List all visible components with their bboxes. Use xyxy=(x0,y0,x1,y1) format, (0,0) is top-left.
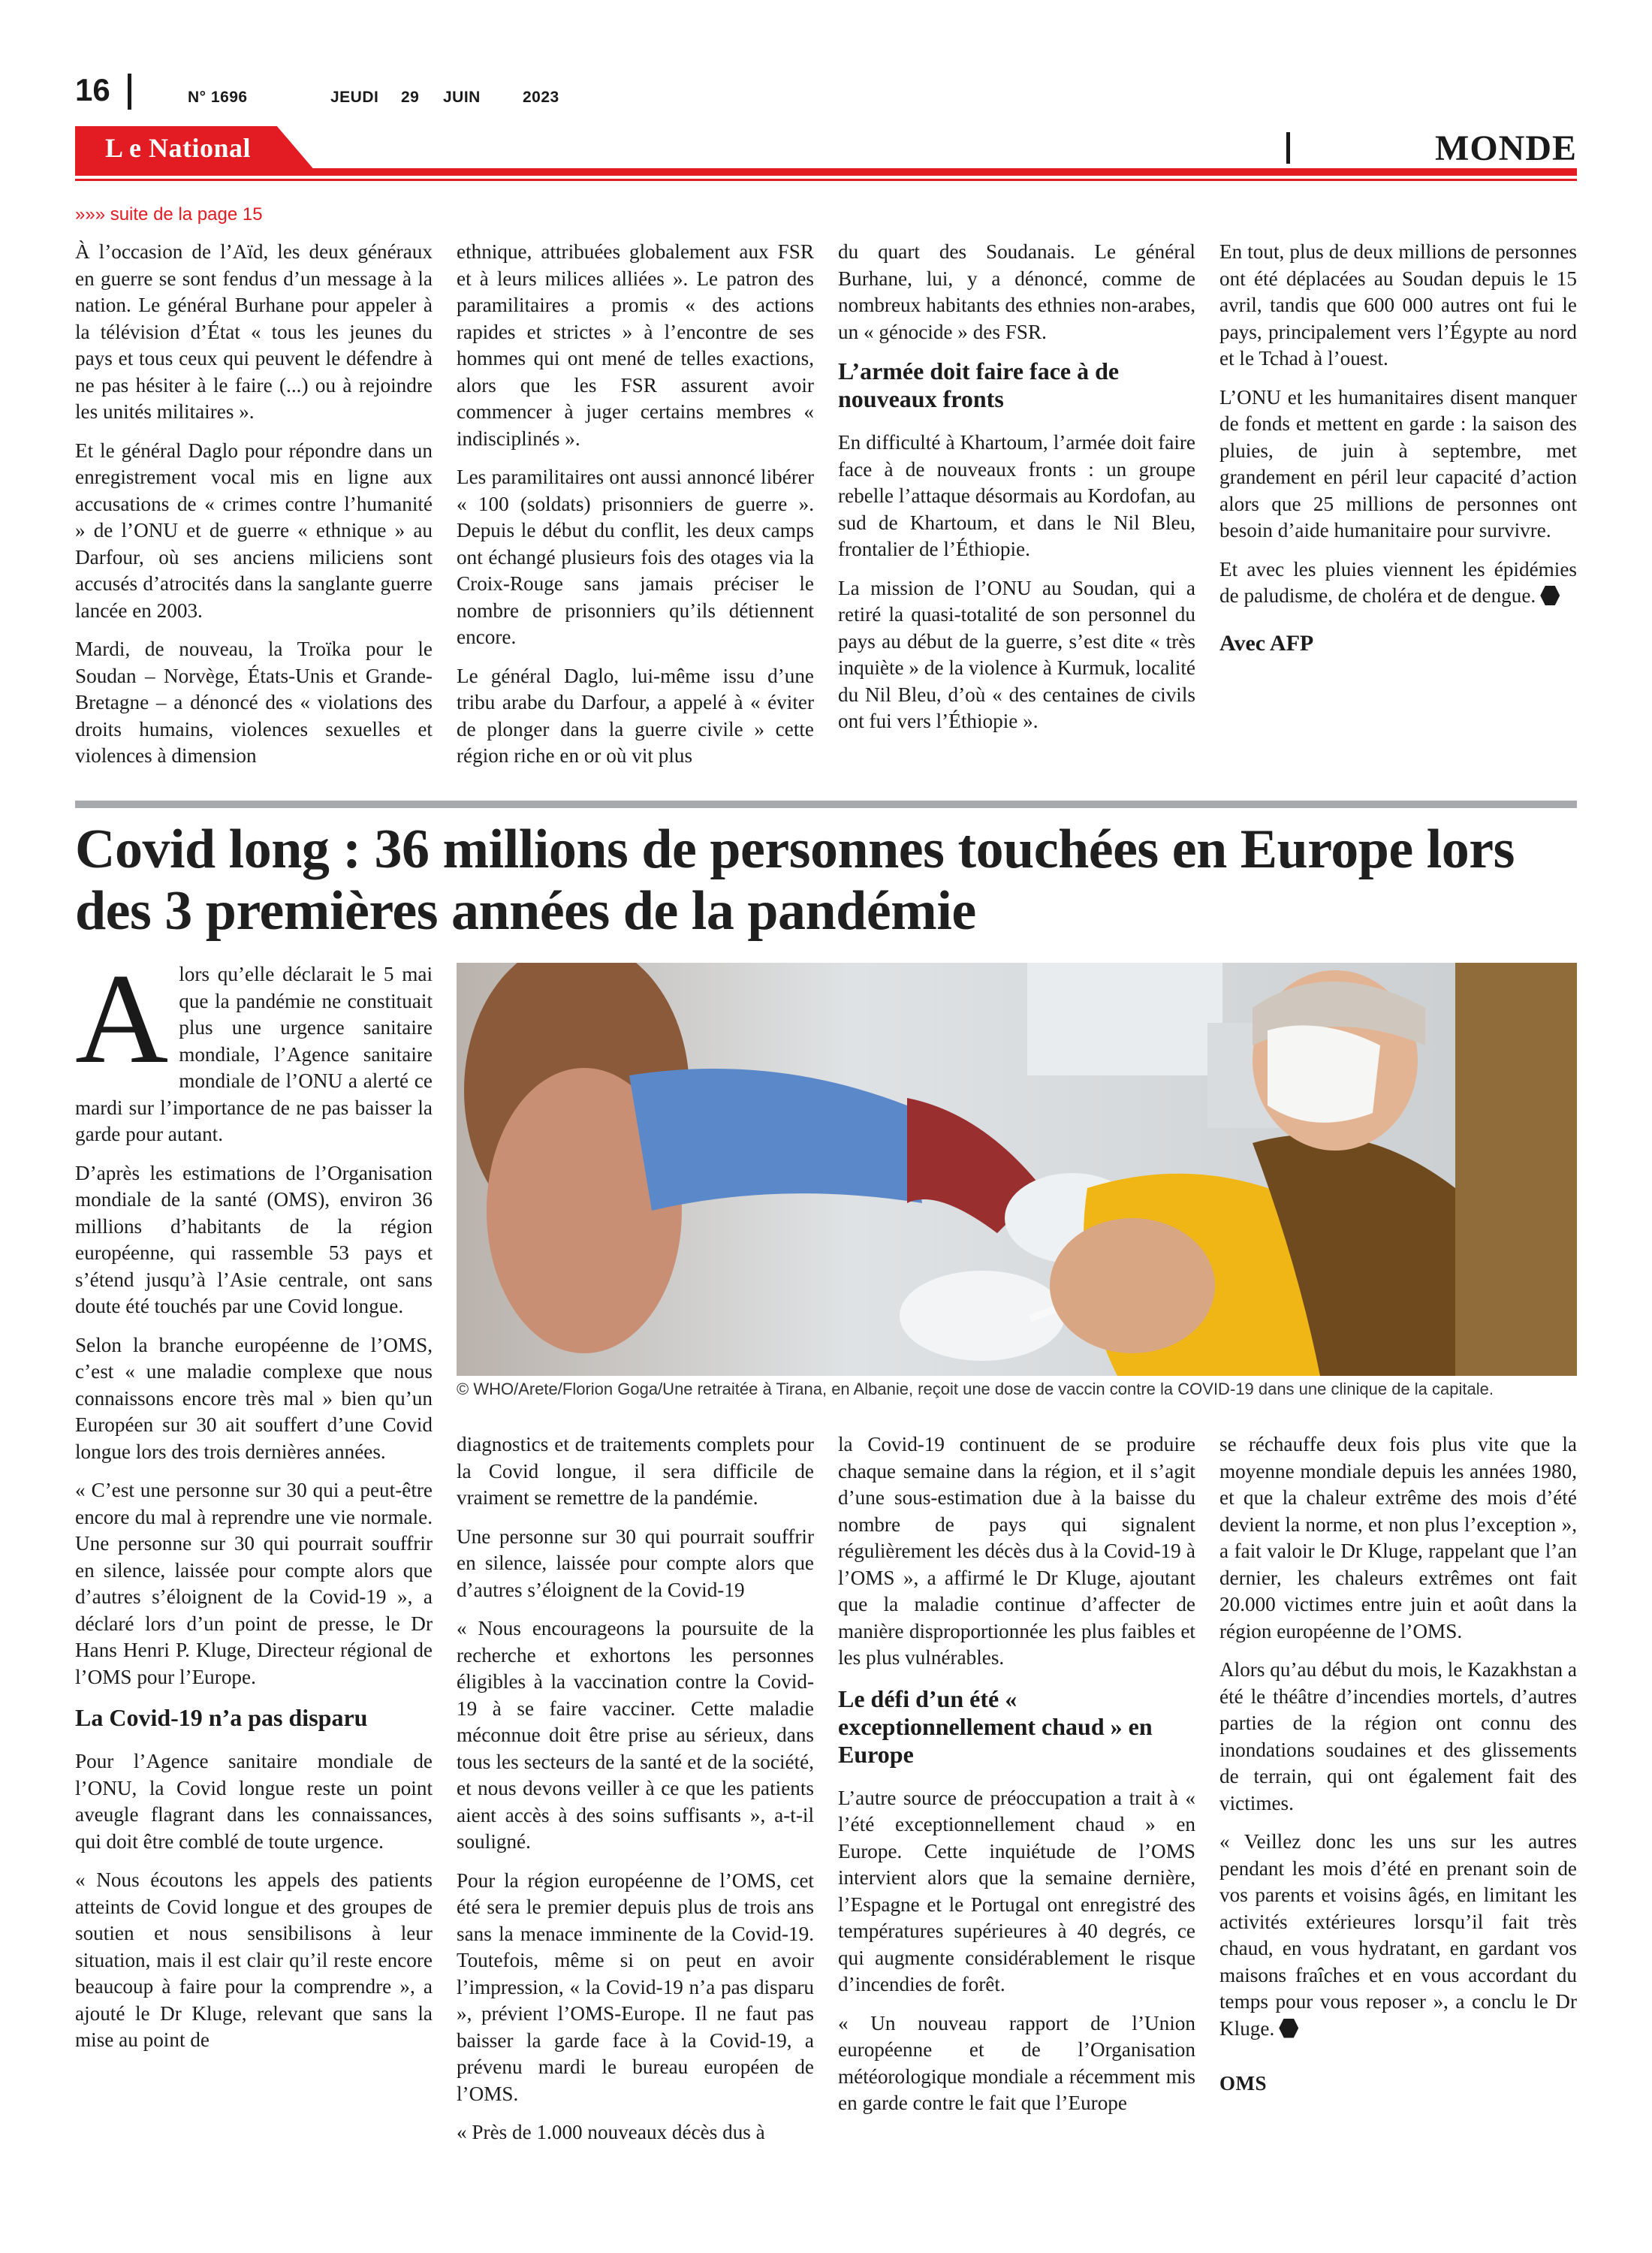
paragraph: Les paramilitaires ont aussi annoncé libérer « 100 (soldats) prisonniers de guerre ». Depuis le début du conflit, les deux camps ont échangé plusieurs fois des otages via la Croix-Rouge sans jamais préciser le nombre de prisonniers qu’ils détiennent encore. xyxy=(457,466,814,648)
date-day: JEUDI xyxy=(330,89,379,106)
paragraph: diagnostics et de traitements complets pour la Covid longue, il sera difficile de vraiment se remettre de la pandémie. xyxy=(457,1433,814,1509)
paragraph: « Nous encourageons la poursuite de la recherche et exhortons les personnes éligibles à la vaccination contre la Covid-19 à se faire vacciner. Cette maladie méconnue doit être prise au sérieux, dans tous les secteurs de la santé et de la société, et nous devons veiller à ce que les patients aient accès à des soins suffisants », a-t-il souligné. xyxy=(457,1617,814,1853)
covid-article-column-4 xyxy=(1219,1431,1577,2095)
paragraph: La mission de l’ONU au Soudan, qui a retiré la quasi-totalité de son personnel du pays au début de la guerre, s’est dite « très inquiète » de la violence à Kurmuk, localité du Nil Bleu, d’où « des centaines de civils ont fui vers l’Éthiopie ». xyxy=(838,576,1195,732)
drop-cap: A xyxy=(75,948,169,1090)
header-rule-thin xyxy=(75,179,1577,181)
paragraph: Pour la région européenne de l’OMS, cet été sera le premier depuis plus de trois ans sans la menace imminente de la Covid-19. Toutefois, même si on peut en avoir l’impression, « la Covid-19 n’a pas disparu », prévient l’OMS-Europe. Il ne faut pas baisser la garde face à la Covid-19, a prévenu mardi le bureau européen de l’OMS. xyxy=(457,1868,814,2105)
brand-logo-text: L e National xyxy=(105,133,252,163)
paragraph: Et le général Daglo pour répondre dans un enregistrement vocal mis en ligne aux accusations de « crimes contre l’humanité » de l’ONU et de guerre « ethnique » au Darfour, où ses anciens miliciens sont accusés d’atrocités dans la sanglante guerre lancée en 2003. xyxy=(75,439,433,622)
paragraph: L’autre source de préoccupation a trait à « l’été exceptionnellement chaud » en Europe. Cette inquiétude de l’OMS intervient alors que la semaine dernière, l’Espagne et le Portugal ont enregistré des températures supérieures à 40 degrés, ce qui augmente considérablement le risque d’incendies de forêt. xyxy=(838,1786,1195,1995)
paragraph: « Un nouveau rapport de l’Union européenne et de l’Organisation météorologique mondiale a récemment mis en garde contre le fait que l’Europe xyxy=(838,2011,1195,2114)
covid-article-column-2 xyxy=(457,1431,814,2158)
top-article-column-4 xyxy=(1219,239,1577,656)
top-article-column-1 xyxy=(75,239,433,782)
article-separator xyxy=(75,801,1577,808)
date-month: JUIN xyxy=(443,89,481,106)
paragraph: ethnique, attribuées globalement aux FSR et à leurs milices alliées ». Le patron des paramilitaires a promis « des actions rapides et strictes » à l’encontre de ses hommes qui ont mené de telles exactions, alors que les FSR assurent avoir commencer à juger certains membres « indisciplinés ». xyxy=(457,240,814,450)
lead-paragraph xyxy=(75,948,433,1148)
paragraph: Pour l’Agence sanitaire mondiale de l’ONU, la Covid longue reste un point aveugle flagrant dans les connaissances, qui doit être comblé de toute urgence. xyxy=(75,1750,433,1853)
top-article-column-3 xyxy=(838,239,1195,747)
paragraph: « C’est une personne sur 30 qui a peut-être encore du mal à reprendre une vie normale. Une personne sur 30 qui pourrait souffrir en silence, laissée pour compte alors que d’autres s’éloignent de la Covid-19 », a déclaré lors d’un point de presse, le Dr Hans Henri P. Kluge, Directeur régional de l’OMS pour l’Europe. xyxy=(75,1479,433,1688)
page-number: 16 xyxy=(75,72,110,107)
paragraph: En tout, plus de deux millions de personnes ont été déplacées au Soudan depuis le 15 avril, tandis que 600 000 autres ont fui le pays, principalement vers l’Égypte au nord et le Tchad à l’ouest. xyxy=(1219,240,1577,369)
date-year: 2023 xyxy=(523,89,559,106)
article-signature: Avec AFP xyxy=(1219,630,1314,656)
paragraph-text: « Veillez donc les uns sur les autres pendant les mois d’été en prenant soin de vos parents et voisins âgés, en limitant les activités extérieures lorsqu’il fait très chaud, en vous hydratant, en gardant vos maisons fraîches et en vous accordant du temps pour vous reposer », a conclu le Dr Kluge. xyxy=(1219,1830,1577,2040)
paragraph: du quart des Soudanais. Le général Burhane, lui, y a dénoncé, comme de nombreux habitants des ethnies non-arabes, un « génocide » des FSR. xyxy=(838,240,1195,343)
vaccination-illustration xyxy=(457,963,1577,1376)
end-of-article-icon xyxy=(1279,2019,1298,2038)
end-of-article-icon xyxy=(1540,586,1560,605)
paragraph xyxy=(1219,556,1577,610)
paragraph: « Nous écoutons les appels des patients atteints de Covid longue et des groupes de soutien et nous sensibilisons à leur situation, mais il est clair qu’il reste encore beaucoup à faire pour la comprendre », a ajouté le Dr Kluge, relevant que sans la mise au point de xyxy=(75,1868,433,2051)
lead-text: lors qu’elle déclarait le 5 mai que la pandémie ne constituait plus une urgence sanitaire mondiale, l’Agence sanitaire mondiale de l’ONU a alerté ce mardi sur l’importance de ne pas baisser la garde pour autant. xyxy=(75,963,433,1145)
covid-article-column-3 xyxy=(838,1431,1195,2129)
paragraph: Une personne sur 30 qui pourrait souffrir en silence, laissée pour compte alors que d’autres s’éloignent de la Covid-19 xyxy=(457,1525,814,1601)
section-divider xyxy=(1286,132,1290,164)
page-number-divider xyxy=(128,74,131,110)
paragraph xyxy=(1219,1829,1577,2042)
headline: Covid long : 36 millions de personnes touchées en Europe lors des 3 premières années de la pandémie xyxy=(75,819,1515,942)
vaccination-photo xyxy=(457,963,1577,1376)
covid-article-column-1 xyxy=(75,948,433,2066)
paragraph: Mardi, de nouveau, la Troïka pour le Soudan – Norvège, États-Unis et Grande-Bretagne – a dénoncé des « violations des droits humains, violences sexuelles et violences à dimension xyxy=(75,638,433,767)
paragraph: « Près de 1.000 nouveaux décès dus à xyxy=(457,2121,765,2143)
top-article-column-2 xyxy=(457,239,814,782)
paragraph: la Covid-19 continuent de se produire chaque semaine dans la région, et il s’agit d’une sous-estimation due à la baisse du nombre de pays qui signalent régulièrement les décès dus à la Covid-19 à l’OMS », a affirmé le Dr Kluge, ajoutant que la maladie continue d’affecter de manière disproportionnée les plus faibles et les plus vulnérables. xyxy=(838,1433,1195,1669)
subheading: La Covid-19 n’a pas disparu xyxy=(75,1704,368,1731)
continued-from-link[interactable]: »»» suite de la page 15 xyxy=(75,204,263,225)
subheading: Le défi d’un été « exceptionnellement chaud » en Europe xyxy=(838,1684,1153,1768)
paragraph: Alors qu’au début du mois, le Kazakhstan a été le théâtre d’incendies mortels, d’autres parties de la région ont connu des inondations soudaines et des glissements de terrain, qui ont également fait des victimes. xyxy=(1219,1658,1577,1814)
date-num: 29 xyxy=(401,89,420,106)
section-title: MONDE xyxy=(1435,128,1577,168)
paragraph: En difficulté à Khartoum, l’armée doit faire face à de nouveaux fronts : un groupe rebelle l’attaque désormais au Kordofan, au sud de Khartoum, et dans le Nil Bleu, frontalier de l’Éthiopie. xyxy=(838,431,1195,560)
header-rule xyxy=(75,168,1577,176)
subheading: L’armée doit faire face à de nouveaux fronts xyxy=(838,357,1120,412)
paragraph: se réchauffe deux fois plus vite que la moyenne mondiale depuis les années 1980, et que la chaleur extrême des mois d’été devient la norme, et non plus l’exception », a fait valoir le Dr Kluge, rappelant que l’an dernier, les chaleurs extrêmes ont fait 20.000 victimes entre juin et août dans la région européenne de l’OMS. xyxy=(1219,1433,1577,1642)
article-signature: OMS xyxy=(1219,2072,1268,2095)
paragraph: L’ONU et les humanitaires disent manquer de fonds et mettent en garde : la saison des pluies, de juin à septembre, met grandement en péril leur capacité d’action alors que 25 millions de personnes ont besoin d’aide humanitaire pour survivre. xyxy=(1219,385,1577,541)
photo-caption: © WHO/Arete/Florion Goga/Une retraitée à Tirana, en Albanie, reçoit une dose de vaccin contre la COVID-19 dans une clinique de la capitale. xyxy=(457,1380,1494,1398)
paragraph: À l’occasion de l’Aïd, les deux généraux en guerre se sont fendus d’un message à la nation. Le général Burhane pour appeler à la télévision d’État « tous les jeunes du pays et tous ceux qui peuvent le défendre à ne pas hésiter à le faire (...) ou à rejoindre les unités militaires ». xyxy=(75,240,433,423)
issue-number: N° 1696 xyxy=(188,89,248,106)
paragraph: Le général Daglo, lui-même issu d’une tribu arabe du Darfour, a appelé à « éviter de plonger dans la guerre civile » cette région riche en or où vit plus xyxy=(457,664,814,767)
paragraph: Selon la branche européenne de l’OMS, c’est « une maladie complexe que nous connaissons encore très mal » bien qu’un Européen sur 30 ait souffert d’une Covid longue lors des trois dernières années. xyxy=(75,1333,433,1463)
paragraph-text: Et avec les pluies viennent les épidémies de paludisme, de choléra et de dengue. xyxy=(1219,557,1577,607)
paragraph: D’après les estimations de l’Organisation mondiale de la santé (OMS), environ 36 millions d’habitants de la région européenne, qui rassemble 53 pays et s’étend jusqu’à l’Asie centrale, ont sans doute été touchés par une Covid longue. xyxy=(75,1161,433,1317)
